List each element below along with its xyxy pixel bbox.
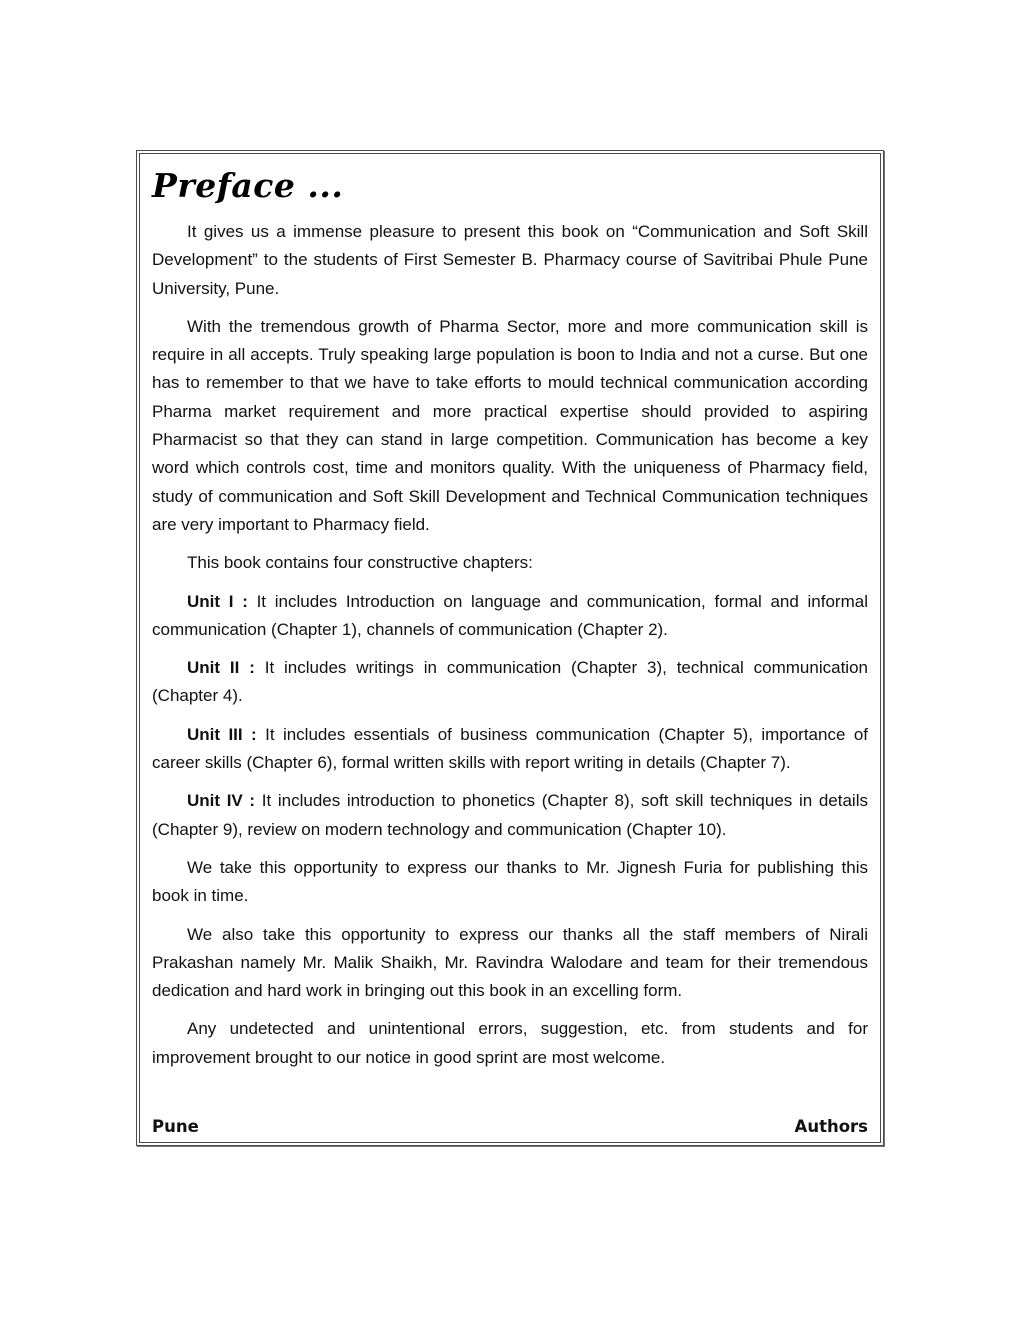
- preface-footer: [152, 1117, 868, 1136]
- unit-1-text: It includes Introduction on language and communication, formal and informal communication (Chapter 1), channels of communication (Chapter 2).: [152, 591, 868, 639]
- errors-welcome-paragraph: Any undetected and unintentional errors, suggestion, etc. from students and for improvement brought to our notice in good sprint are most welcome.: [152, 1019, 868, 1067]
- thanks-publisher-paragraph: We take this opportunity to express our thanks to Mr. Jignesh Furia for publishing this book in time.: [152, 857, 868, 906]
- unit-4-text: It includes introduction to phonetics (Chapter 8), soft skill techniques in details (Chapter 9), review on modern technology and communication (Chapter 10).: [152, 791, 868, 839]
- unit-2-label: Unit II :: [187, 658, 255, 678]
- unit-1-label: Unit I :: [187, 591, 248, 611]
- unit-3-paragraph: [152, 721, 868, 778]
- unit-1-paragraph: [152, 588, 868, 645]
- unit-4-label: Unit IV :: [187, 791, 256, 811]
- unit-4-paragraph: [152, 787, 868, 844]
- chapters-intro-paragraph: This book contains four constructive chapters:: [187, 553, 533, 573]
- preface-frame: [136, 150, 884, 1146]
- unit-2-paragraph: [152, 654, 868, 711]
- page-title: Preface ...: [152, 166, 344, 205]
- intro-paragraph: It gives us a immense pleasure to present this book on “Communication and Soft Skill Development” to the students of First Semester B. Pharmacy course of Savitribai Phule Pune University, Pune.: [152, 222, 868, 298]
- thanks-staff-paragraph: We also take this opportunity to express our thanks all the staff members of Nirali Prakashan namely Mr. Malik Shaikh, Mr. Ravindra Walodare and team for their tremendous dedication and hard work in bringing out this book in an excelling form.: [152, 924, 868, 1001]
- unit-2-text: It includes writings in communication (Chapter 3), technical communication (Chapter 4).: [152, 658, 868, 706]
- unit-3-text: It includes essentials of business communication (Chapter 5), importance of career skills (Chapter 6), formal written skills with report writing in details (Chapter 7).: [152, 724, 868, 773]
- pharma-growth-paragraph: With the tremendous growth of Pharma Sector, more and more communication skill is require in all accepts. Truly speaking large population is boon to India and not a curse. But one has to remember to that we have to take efforts to mould technical communication according Pharma market requirement and more practical expertise should provided to aspiring Pharmacist so that they can stand in large competition. Communication has become a key word which controls cost, time and monitors quality. With the uniqueness of Pharmacy field, study of communication and Soft Skill Development and Technical Communication techniques are very important to Pharmacy field.: [152, 316, 868, 534]
- preface-content: [152, 160, 868, 1142]
- footer-place: Pune: [152, 1117, 199, 1136]
- footer-signature: Authors: [794, 1117, 868, 1136]
- unit-3-label: Unit III :: [187, 724, 257, 744]
